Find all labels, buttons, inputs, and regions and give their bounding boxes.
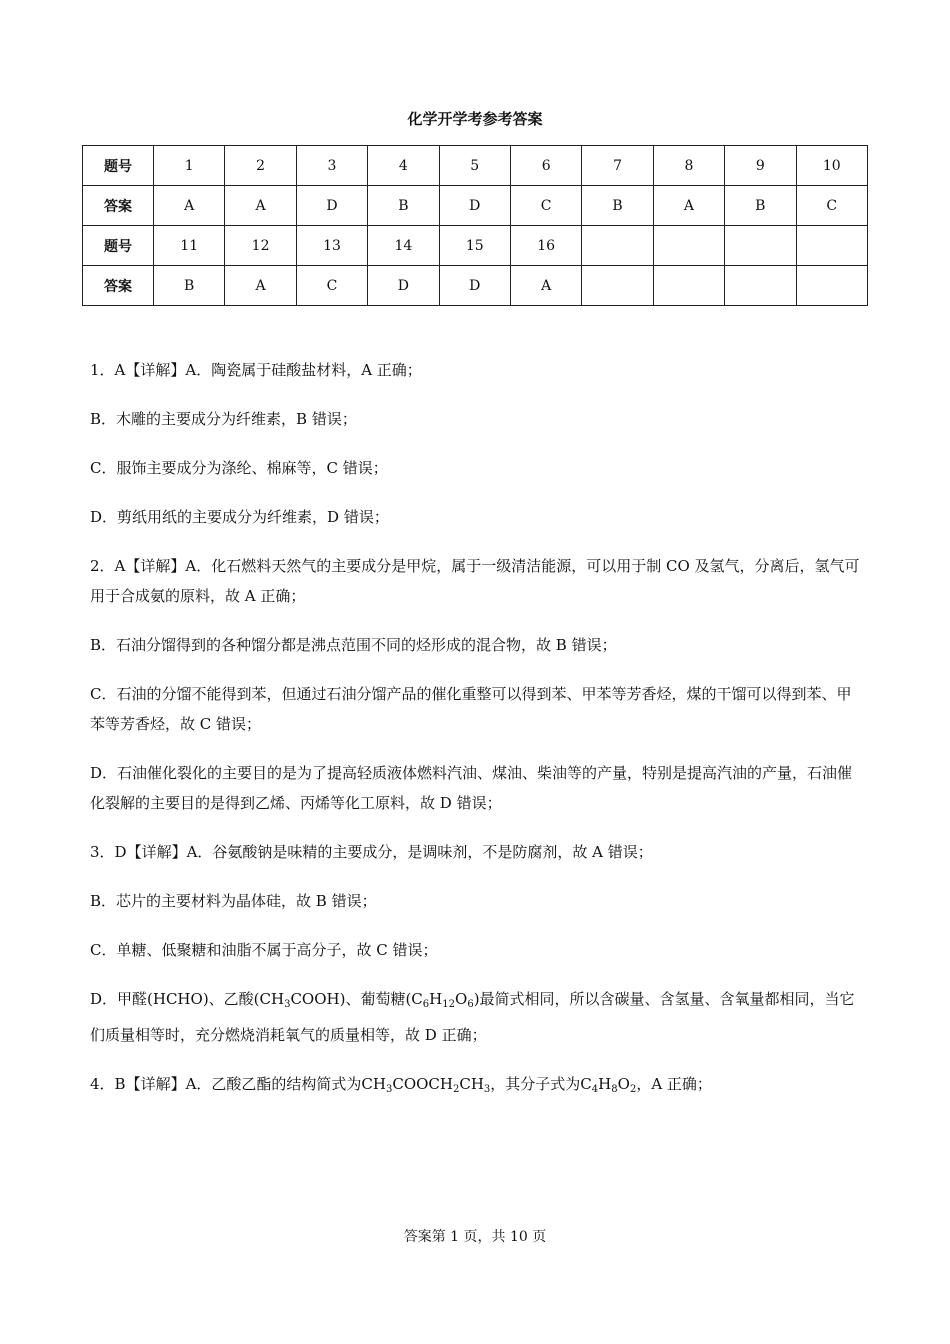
table-cell: [796, 266, 867, 306]
table-cell: [582, 266, 653, 306]
table-cell: 7: [582, 146, 653, 186]
table-cell: [725, 226, 796, 266]
table-cell: D: [296, 186, 367, 226]
table-cell: [796, 226, 867, 266]
table-cell: D: [439, 266, 510, 306]
row-label: 答案: [83, 266, 154, 306]
table-cell: B: [368, 186, 439, 226]
table-cell: 8: [653, 146, 724, 186]
page-footer: 答案第 1 页，共 10 页: [403, 1229, 547, 1245]
explanations: [90, 355, 862, 1124]
table-cell: [653, 226, 724, 266]
table-cell: A: [225, 266, 296, 306]
table-cell: [725, 266, 796, 306]
table-cell: [582, 226, 653, 266]
paragraph: D．剪纸用纸的主要成分为纤维素，D 错误；: [90, 508, 389, 526]
table-cell: A: [510, 266, 581, 306]
paragraph: B．石油分馏得到的各种馏分都是沸点范围不同的烃形成的混合物，故 B 错误；: [90, 636, 617, 654]
table-cell: B: [582, 186, 653, 226]
paragraph: D．石油催化裂化的主要目的是为了提高轻质液体燃料汽油、煤油、柴油等的产量，特别是提高汽油的产量，石油催化裂解的主要目的是得到乙烯、丙烯等化工原料，故 D 错误；: [90, 764, 853, 812]
table-cell: C: [510, 186, 581, 226]
table-cell: A: [225, 186, 296, 226]
table-cell: 2: [225, 146, 296, 186]
table-cell: 15: [439, 226, 510, 266]
row-label: 题号: [83, 226, 154, 266]
table-cell: 6: [510, 146, 581, 186]
table-cell: A: [154, 186, 225, 226]
table-cell: 12: [225, 226, 296, 266]
table-cell: D: [368, 266, 439, 306]
row-label: 答案: [83, 186, 154, 226]
table-cell: C: [296, 266, 367, 306]
table-row: [83, 146, 868, 186]
paragraph: 2．A【详解】A．化石燃料天然气的主要成分是甲烷，属于一级清洁能源，可以用于制 CO 及氢气，分离后，氢气可用于合成氨的原料，故 A 正确；: [90, 557, 860, 605]
paragraph: B．木雕的主要成分为纤维素，B 错误；: [90, 410, 357, 428]
table-cell: C: [796, 186, 867, 226]
table-cell: 10: [796, 146, 867, 186]
table-cell: D: [439, 186, 510, 226]
table-cell: B: [725, 186, 796, 226]
paragraph: C．服饰主要成分为涤纶、棉麻等，C 错误；: [90, 459, 388, 477]
table-cell: 9: [725, 146, 796, 186]
table-row: [83, 226, 868, 266]
table-cell: B: [154, 266, 225, 306]
paragraph: C．单糖、低聚糖和油脂不属于高分子，故 C 错误；: [90, 941, 438, 959]
table-cell: 14: [368, 226, 439, 266]
table-cell: [653, 266, 724, 306]
table-cell: 3: [296, 146, 367, 186]
table-cell: 11: [154, 226, 225, 266]
table-cell: A: [653, 186, 724, 226]
table-cell: 16: [510, 226, 581, 266]
paragraph: B．芯片的主要材料为晶体硅，故 B 错误；: [90, 892, 377, 910]
page-title: 化学开学考参考答案: [407, 110, 543, 128]
row-label: 题号: [83, 146, 154, 186]
paragraph: 3．D【详解】A．谷氨酸钠是味精的主要成分，是调味剂，不是防腐剂，故 A 错误；: [90, 843, 653, 861]
paragraph-3d: D．甲醛(HCHO)、乙酸$(CH_3COOH)$、葡萄糖$(C_6H_{12}O_6)$最简式相同，所以含碳量、含氢量、含氧量都相同，当它们质量相等时，充分燃烧消耗氧气的质量相等，故 D 正确；: [90, 990, 855, 1044]
table-cell: 5: [439, 146, 510, 186]
paragraph: 1．A【详解】A．陶瓷属于硅酸盐材料，A 正确；: [90, 361, 422, 379]
table-row: [83, 186, 868, 226]
paragraph: C．石油的分馏不能得到苯，但通过石油分馏产品的催化重整可以得到苯、甲苯等芳香烃，煤的干馏可以得到苯、甲苯等芳香烃，故 C 错误；: [90, 685, 852, 733]
table-cell: 4: [368, 146, 439, 186]
table-cell: 1: [154, 146, 225, 186]
paragraph-4a: 4．B【详解】A．乙酸乙酯的结构简式为$CH_3COOCH_2CH_3$，其分子式为$C_4H_8O_2$，A 正确；: [90, 1075, 712, 1095]
table-cell: 13: [296, 226, 367, 266]
table-row: [83, 266, 868, 306]
answer-table: [82, 145, 868, 306]
